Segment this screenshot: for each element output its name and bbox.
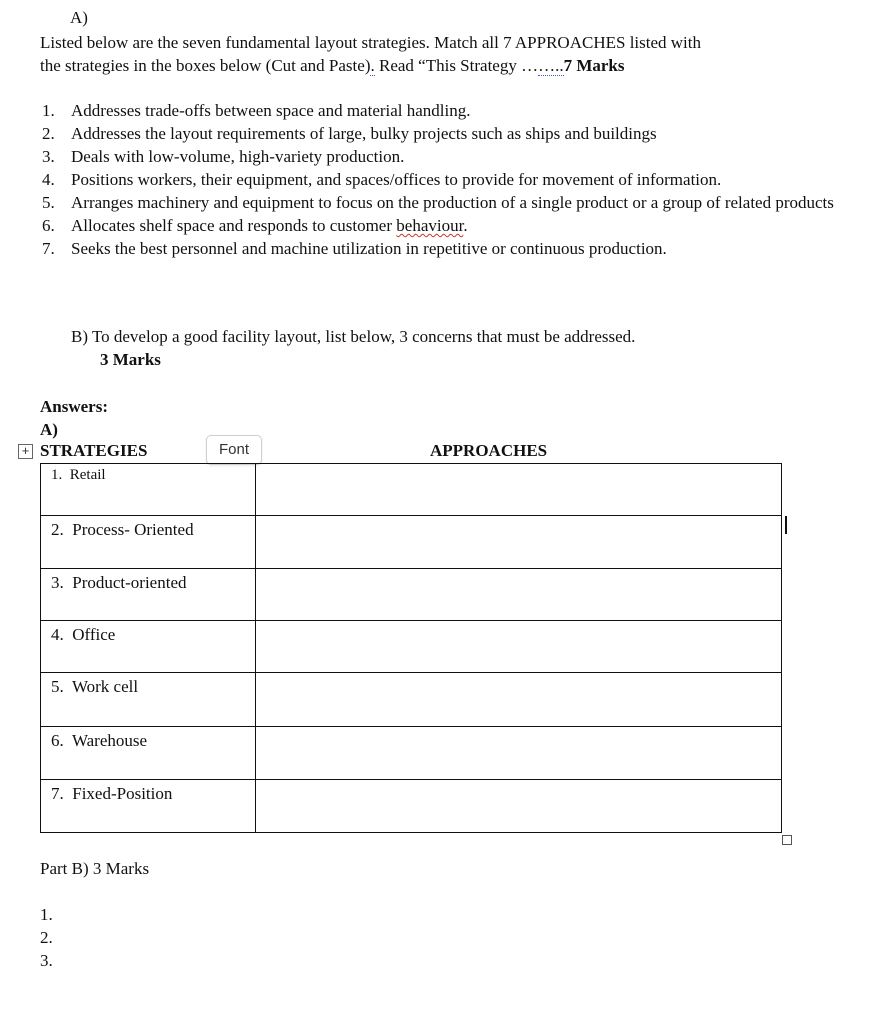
approach-number: 7. xyxy=(42,239,55,258)
approach-answer xyxy=(256,464,781,468)
approach-answer xyxy=(256,569,781,573)
intro-line-2-dots: ….. xyxy=(538,56,564,75)
intro-line-2 xyxy=(40,56,625,76)
part-b-answer-line[interactable]: 1. xyxy=(40,905,53,924)
table-row xyxy=(41,621,782,673)
approach-item xyxy=(40,214,830,237)
approach-number: 2. xyxy=(42,124,55,143)
approach-item xyxy=(40,99,830,122)
font-button[interactable]: Font xyxy=(206,435,262,465)
strategy-cell[interactable] xyxy=(41,673,256,727)
strategy-label: 1. Retail xyxy=(51,467,106,483)
strategy-cell[interactable] xyxy=(41,780,256,833)
strategy-cell[interactable] xyxy=(41,621,256,673)
spellcheck-word[interactable]: behaviour xyxy=(396,216,464,235)
approach-text-before: Allocates shelf space and responds to customer xyxy=(71,216,397,235)
approach-text: Addresses trade-offs between space and material handling. xyxy=(71,101,471,120)
answers-label: Answers: xyxy=(40,397,108,416)
approach-answer xyxy=(256,780,781,784)
strategy-label: 7. Fixed-Position xyxy=(51,784,173,803)
intro-line-1: Listed below are the seven fundamental layout strategies. Match all 7 APPROACHES listed with xyxy=(40,33,701,52)
strategy-label: 6. Warehouse xyxy=(51,731,148,750)
approach-item xyxy=(40,237,830,260)
approach-answer xyxy=(256,516,781,520)
strategy-label: 5. Work cell xyxy=(51,677,139,696)
table-row xyxy=(41,673,782,727)
intro-line-2-dot: . xyxy=(370,56,375,75)
table-header-approaches: APPROACHES xyxy=(430,441,548,460)
part-b-answers-label: Part B) 3 Marks xyxy=(40,859,150,878)
table-move-handle-icon[interactable]: + xyxy=(18,444,33,459)
approach-item xyxy=(40,168,761,191)
table-row xyxy=(41,569,782,621)
approach-cell[interactable] xyxy=(256,621,782,673)
approach-cell[interactable] xyxy=(256,780,782,833)
approach-number: 1. xyxy=(42,101,55,120)
table-header-strategies: STRATEGIES xyxy=(40,441,148,460)
approach-answer xyxy=(256,673,781,677)
table-row xyxy=(41,727,782,780)
table-resize-handle-icon[interactable] xyxy=(782,835,792,845)
approach-text-after: . xyxy=(463,216,468,235)
approach-item xyxy=(40,122,830,145)
approach-cell[interactable] xyxy=(256,727,782,780)
approach-answer xyxy=(256,727,781,731)
strategy-cell[interactable] xyxy=(41,464,256,516)
approach-text: Seeks the best personnel and machine utilization in repetitive or continuous production. xyxy=(71,239,667,258)
part-b-question: B) To develop a good facility layout, list below, 3 concerns that must be addressed. xyxy=(71,327,636,346)
part-b-answer-list xyxy=(40,903,53,972)
approach-number: 3. xyxy=(42,147,55,166)
approach-text: Deals with low-volume, high-variety production. xyxy=(71,147,405,166)
strategy-cell[interactable] xyxy=(41,727,256,780)
approach-answer xyxy=(256,621,781,625)
strategy-table xyxy=(40,463,782,833)
strategy-label: 3. Product-oriented xyxy=(51,573,187,592)
table-row xyxy=(41,516,782,569)
section-a-label: A) xyxy=(70,8,88,27)
table-row xyxy=(41,464,782,516)
approach-number: 6. xyxy=(42,216,55,235)
part-b-answer-line[interactable]: 3. xyxy=(40,951,53,970)
approach-text: Addresses the layout requirements of large, bulky projects such as ships and buildings xyxy=(71,124,657,143)
approach-text: Positions workers, their equipment, and spaces/offices to provide for movement of information. xyxy=(71,170,722,189)
approach-cell[interactable] xyxy=(256,516,782,569)
text-cursor xyxy=(785,516,787,534)
approach-text: Arranges machinery and equipment to focus on the production of a single product or a group of related products xyxy=(71,193,834,212)
approach-number: 4. xyxy=(42,170,55,189)
intro-marks: 7 Marks xyxy=(563,56,625,75)
approach-cell[interactable] xyxy=(256,569,782,621)
approach-item xyxy=(40,145,830,168)
approach-number: 5. xyxy=(42,193,55,212)
intro-line-2-read: Read “This Strategy … xyxy=(374,56,539,75)
approach-list xyxy=(40,99,834,260)
answers-a-label: A) xyxy=(40,420,58,439)
strategy-label: 2. Process- Oriented xyxy=(51,520,194,539)
approach-item xyxy=(40,191,841,214)
strategy-cell[interactable] xyxy=(41,516,256,569)
part-b-answer-line[interactable]: 2. xyxy=(40,928,53,947)
part-b-marks: 3 Marks xyxy=(100,350,161,369)
table-row xyxy=(41,780,782,833)
strategy-label: 4. Office xyxy=(51,625,116,644)
approach-cell[interactable] xyxy=(256,673,782,727)
intro-line-2-start: the strategies in the boxes below (Cut and Paste) xyxy=(40,56,371,75)
approach-cell[interactable] xyxy=(256,464,782,516)
strategy-cell[interactable] xyxy=(41,569,256,621)
